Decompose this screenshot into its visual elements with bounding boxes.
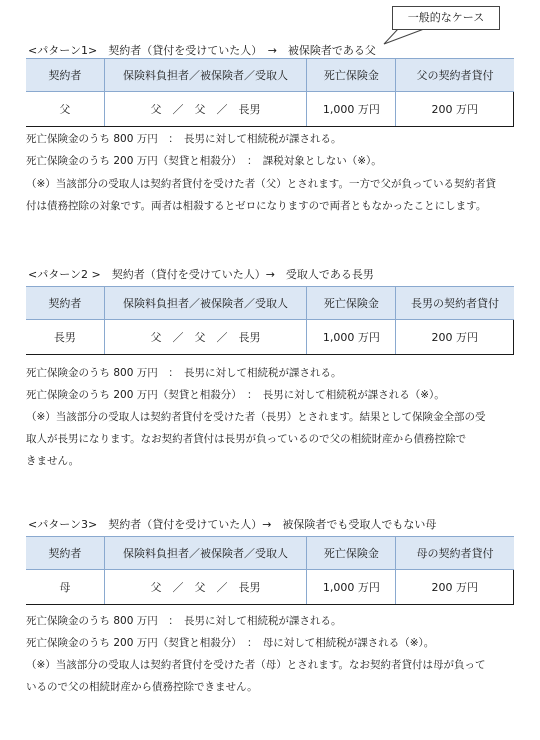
- header-death-benefit: 死亡保険金: [307, 59, 396, 92]
- pattern1-note-1: 死亡保険金のうち 800 万円 ： 長男に対して相続税が課される。: [26, 133, 342, 145]
- pattern1-heading: <パターン1> 契約者（貸付を受けていた人） → 被保険者である父: [28, 44, 376, 57]
- cell-contractor: 母: [26, 570, 104, 605]
- cell-parties: 父 ／ 父 ／ 長男: [104, 570, 306, 605]
- table-row: [26, 320, 514, 355]
- pattern2-note-4: 取人が長男になります。なお契約者貸付は長男が負っているので父の相続財産から債務控除で: [26, 433, 467, 445]
- cell-contractor: 長男: [26, 320, 104, 355]
- pattern1-note-4: 付は債務控除の対象です。両者は相殺するとゼロになりますので両者ともなかったことにします。: [26, 200, 487, 212]
- table-header-row: [26, 59, 514, 92]
- pattern1-table: [26, 58, 514, 127]
- pattern1-note-3: （※）当該部分の受取人は契約者貸付を受けた者（父）とされます。一方で父が負っている契約者貸: [26, 178, 496, 190]
- header-parties: 保険料負担者／被保険者／受取人: [104, 537, 306, 570]
- pattern3-note-4: いるので父の相続財産から債務控除できません。: [26, 681, 258, 693]
- header-parties: 保険料負担者／被保険者／受取人: [104, 59, 306, 92]
- table-row: [26, 570, 514, 605]
- header-policy-loan: 父の契約者貸付: [396, 59, 514, 92]
- table-header-row: [26, 537, 514, 570]
- header-death-benefit: 死亡保険金: [307, 287, 396, 320]
- pattern3-heading: <パターン3> 契約者（貸付を受けていた人）→ 被保険者でも受取人でもない母: [28, 518, 437, 531]
- pattern3-note-3: （※）当該部分の受取人は契約者貸付を受けた者（母）とされます。なお契約者貸付は母が負って: [26, 659, 486, 671]
- cell-policy-loan: 200 万円: [396, 570, 514, 605]
- header-contractor: 契約者: [26, 537, 104, 570]
- cell-contractor: 父: [26, 92, 104, 127]
- pattern2-table: [26, 286, 514, 355]
- pattern2-heading: <パターン2 > 契約者（貸付を受けていた人）→ 受取人である長男: [28, 268, 374, 281]
- pattern2-note-3: （※）当該部分の受取人は契約者貸付を受けた者（長男）とされます。結果として保険金全部の受: [26, 411, 486, 423]
- cell-parties: 父 ／ 父 ／ 長男: [104, 92, 306, 127]
- pattern3-table: [26, 536, 514, 605]
- pattern3-note-1: 死亡保険金のうち 800 万円 ： 長男に対して相続税が課される。: [26, 615, 342, 627]
- cell-policy-loan: 200 万円: [396, 320, 514, 355]
- header-policy-loan: 長男の契約者貸付: [396, 287, 514, 320]
- cell-policy-loan: 200 万円: [396, 92, 514, 127]
- cell-death-benefit: 1,000 万円: [307, 570, 396, 605]
- pattern2-note-5: きません。: [26, 455, 80, 467]
- pattern1-note-2: 死亡保険金のうち 200 万円（契貸と相殺分） ： 課税対象としない（※）。: [26, 155, 382, 167]
- header-death-benefit: 死亡保険金: [307, 537, 396, 570]
- callout-label: 一般的なケース: [392, 6, 500, 30]
- cell-parties: 父 ／ 父 ／ 長男: [104, 320, 306, 355]
- header-contractor: 契約者: [26, 59, 104, 92]
- header-parties: 保険料負担者／被保険者／受取人: [104, 287, 306, 320]
- pattern2-note-2: 死亡保険金のうち 200 万円（契貸と相殺分） ： 長男に対して相続税が課される（※）。: [26, 389, 445, 401]
- pattern3-note-2: 死亡保険金のうち 200 万円（契貸と相殺分） ： 母に対して相続税が課される（※）。: [26, 637, 435, 649]
- cell-death-benefit: 1,000 万円: [307, 92, 396, 127]
- header-policy-loan: 母の契約者貸付: [396, 537, 514, 570]
- pattern2-note-1: 死亡保険金のうち 800 万円 ： 長男に対して相続税が課される。: [26, 367, 342, 379]
- header-contractor: 契約者: [26, 287, 104, 320]
- table-header-row: [26, 287, 514, 320]
- cell-death-benefit: 1,000 万円: [307, 320, 396, 355]
- table-row: [26, 92, 514, 127]
